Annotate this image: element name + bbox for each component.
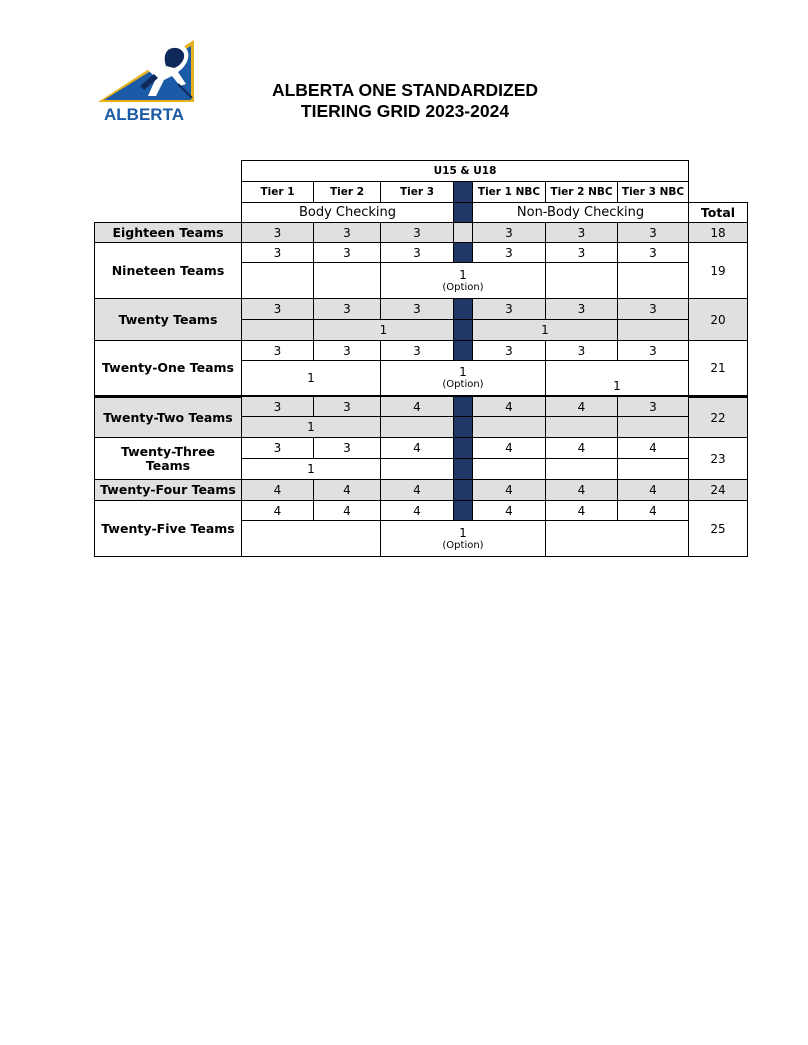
row-total bbox=[688, 298, 748, 341]
tier-value bbox=[617, 340, 689, 361]
tier-value bbox=[617, 437, 689, 459]
tier-value bbox=[241, 437, 314, 459]
tier-value-text: 3 bbox=[343, 441, 351, 455]
tier-value bbox=[380, 242, 454, 263]
empty-cell bbox=[617, 458, 689, 480]
row-label bbox=[94, 242, 242, 299]
row-total-text: 22 bbox=[710, 410, 726, 425]
tier-value bbox=[313, 298, 381, 320]
row-total bbox=[688, 340, 748, 396]
tier-value-text: 4 bbox=[505, 399, 513, 414]
option-cell-text: 1 bbox=[459, 365, 467, 379]
tier-value bbox=[380, 500, 454, 521]
tier-value bbox=[241, 242, 314, 263]
tier-value-text: 4 bbox=[413, 399, 421, 414]
option-cell-text: (Option) bbox=[442, 539, 484, 551]
tier-value bbox=[617, 242, 689, 263]
tier-header bbox=[313, 181, 381, 203]
tier-value bbox=[472, 242, 546, 263]
extra-left-cell bbox=[241, 416, 381, 438]
tier-value-text: 4 bbox=[649, 441, 657, 455]
navy-divider bbox=[453, 298, 473, 320]
empty-cell bbox=[545, 416, 618, 438]
tier-value bbox=[472, 340, 546, 361]
tier-value-text: 3 bbox=[649, 225, 657, 240]
tier-value-text: 3 bbox=[649, 245, 657, 260]
tier-value bbox=[472, 298, 546, 320]
tier-value bbox=[472, 500, 546, 521]
tier-value bbox=[545, 222, 618, 243]
row-total-text: 21 bbox=[710, 361, 726, 375]
tier-value bbox=[313, 222, 381, 243]
navy-divider bbox=[453, 437, 473, 459]
tier-header-text: Tier 2 NBC bbox=[550, 186, 613, 198]
option-cell-text: 1 bbox=[459, 267, 467, 282]
division-header-text: U15 & U18 bbox=[433, 165, 497, 177]
navy-divider bbox=[453, 458, 473, 480]
tier-value bbox=[545, 479, 618, 501]
navy-divider bbox=[453, 396, 473, 417]
tier-value-text: 3 bbox=[343, 343, 351, 358]
tier-value bbox=[313, 242, 381, 263]
extra-left-cell-text: 1 bbox=[307, 371, 315, 385]
navy-divider bbox=[453, 416, 473, 438]
extra-right-cell-text: 1 bbox=[613, 379, 621, 393]
extra-non-checking-cell bbox=[472, 319, 618, 341]
row-label-text: Twenty-Five Teams bbox=[101, 520, 235, 536]
row-label-text: Twenty-Two Teams bbox=[103, 409, 233, 425]
tier-value-text: 3 bbox=[273, 343, 282, 358]
navy-divider bbox=[453, 242, 473, 263]
tier-value bbox=[313, 479, 381, 501]
tier-value-text: 4 bbox=[505, 483, 513, 497]
tier-value-text: 4 bbox=[505, 441, 513, 455]
row-total-text: 19 bbox=[710, 263, 726, 278]
option-cell bbox=[380, 262, 546, 299]
row-total-text: 25 bbox=[710, 521, 726, 536]
tier-value bbox=[380, 396, 454, 417]
tier-value bbox=[241, 479, 314, 501]
row-total bbox=[688, 437, 748, 480]
row-label-text: Eighteen Teams bbox=[112, 224, 224, 240]
tier-value-text: 3 bbox=[649, 302, 657, 316]
tier-value bbox=[545, 298, 618, 320]
tier-value-text: 3 bbox=[505, 302, 513, 316]
title-line-1: ALBERTA ONE STANDARDIZED bbox=[271, 80, 539, 100]
tier-value-text: 3 bbox=[505, 343, 513, 358]
empty-cell bbox=[545, 520, 689, 557]
option-cell-text: (Option) bbox=[442, 281, 484, 293]
extra-non-checking-cell-text: 1 bbox=[541, 323, 549, 337]
tier-value bbox=[241, 340, 314, 361]
tier-value-text: 4 bbox=[649, 503, 657, 518]
tier-value bbox=[380, 298, 454, 320]
tier-value bbox=[241, 298, 314, 320]
tier-value-text: 3 bbox=[413, 225, 421, 240]
option-cell-text: 1 bbox=[459, 525, 467, 540]
empty-cell bbox=[241, 520, 381, 557]
row-total-text: 20 bbox=[710, 312, 726, 327]
extra-left-cell bbox=[241, 458, 381, 480]
row-label bbox=[94, 396, 242, 438]
tier-value bbox=[313, 437, 381, 459]
tier-value-text: 4 bbox=[577, 399, 586, 414]
tier-value bbox=[617, 396, 689, 417]
row-label-text: Nineteen Teams bbox=[111, 262, 225, 278]
empty-cell bbox=[380, 458, 454, 480]
row-label bbox=[94, 479, 242, 501]
total-header bbox=[688, 202, 748, 223]
extra-left-cell-text: 1 bbox=[307, 462, 315, 476]
tier-header bbox=[617, 181, 689, 203]
row-label bbox=[94, 437, 242, 480]
tier-value bbox=[241, 500, 314, 521]
empty-cell bbox=[241, 262, 314, 299]
tier-value bbox=[545, 500, 618, 521]
tier-value-text: 3 bbox=[273, 302, 282, 316]
total-header-text: Total bbox=[700, 204, 736, 220]
tier-value-text: 3 bbox=[577, 225, 586, 240]
tier-value bbox=[617, 222, 689, 243]
tier-value bbox=[472, 222, 546, 243]
extra-right-cell bbox=[545, 360, 689, 396]
navy-divider bbox=[453, 340, 473, 361]
tier-value bbox=[241, 396, 314, 417]
row-label-text: Twenty-One Teams bbox=[102, 360, 234, 375]
row-label bbox=[94, 222, 242, 243]
tier-value bbox=[545, 396, 618, 417]
tier-value-text: 3 bbox=[649, 399, 657, 414]
tier-value-text: 4 bbox=[413, 483, 421, 497]
navy-divider bbox=[453, 319, 473, 341]
extra-checking-cell-text: 1 bbox=[379, 323, 388, 337]
tier-value-text: 3 bbox=[577, 343, 586, 358]
tier-value-text: 4 bbox=[413, 441, 421, 455]
tier-value bbox=[617, 298, 689, 320]
option-cell-text: (Option) bbox=[442, 379, 484, 390]
tier-value-text: 3 bbox=[505, 225, 513, 240]
tier-value bbox=[380, 222, 454, 243]
tier-value bbox=[472, 396, 546, 417]
tier-value-text: 3 bbox=[413, 302, 421, 316]
row-label bbox=[94, 500, 242, 557]
tier-header-text: Tier 2 bbox=[329, 186, 365, 198]
tier-value-text: 4 bbox=[273, 483, 282, 497]
tier-value-text: 4 bbox=[649, 483, 657, 497]
navy-divider bbox=[453, 479, 473, 501]
tier-value-text: 4 bbox=[577, 503, 586, 518]
tier-value-text: 3 bbox=[505, 245, 513, 260]
body-checking-label bbox=[241, 202, 454, 223]
tier-value-text: 3 bbox=[577, 302, 586, 316]
row-total bbox=[688, 479, 748, 501]
tier-value-text: 4 bbox=[343, 483, 351, 497]
tier-value-text: 3 bbox=[343, 225, 351, 240]
navy-divider bbox=[453, 202, 473, 223]
empty-cell bbox=[545, 458, 618, 480]
tier-value-text: 3 bbox=[273, 245, 282, 260]
extra-left-cell-text: 1 bbox=[307, 420, 315, 434]
tier-header bbox=[241, 181, 314, 203]
tier-value-text: 3 bbox=[577, 245, 586, 260]
empty-divider-cell bbox=[453, 222, 473, 243]
tier-value-text: 4 bbox=[413, 503, 421, 518]
empty-cell bbox=[617, 319, 689, 341]
tier-value bbox=[313, 396, 381, 417]
option-cell bbox=[380, 520, 546, 557]
tier-value bbox=[380, 340, 454, 361]
tier-header bbox=[472, 181, 546, 203]
tier-value-text: 3 bbox=[273, 441, 282, 455]
tier-header-text: Tier 1 bbox=[260, 186, 295, 198]
row-total bbox=[688, 396, 748, 438]
tier-header bbox=[380, 181, 454, 203]
tier-value bbox=[617, 500, 689, 521]
tier-header-text: Tier 3 bbox=[399, 186, 435, 198]
title-line-2: TIERING GRID 2023-2024 bbox=[300, 101, 510, 121]
tier-header-text: Tier 3 NBC bbox=[621, 186, 685, 198]
row-label-text: Twenty-Four Teams bbox=[100, 482, 236, 497]
row-total bbox=[688, 242, 748, 299]
tier-value bbox=[380, 437, 454, 459]
row-total bbox=[688, 500, 748, 557]
body-checking-label-text: Body Checking bbox=[298, 204, 397, 220]
non-body-checking-label bbox=[472, 202, 689, 223]
tier-value-text: 3 bbox=[273, 225, 282, 240]
navy-divider bbox=[453, 500, 473, 521]
row-total-text: 23 bbox=[710, 451, 726, 466]
tier-value bbox=[545, 242, 618, 263]
navy-divider bbox=[453, 181, 473, 203]
empty-cell bbox=[545, 262, 618, 299]
logo-wordmark: ALBERTA bbox=[104, 105, 184, 122]
tier-value bbox=[313, 500, 381, 521]
tier-value-text: 3 bbox=[273, 399, 282, 414]
option-cell bbox=[380, 360, 546, 396]
tier-header-text: Tier 1 NBC bbox=[477, 186, 541, 198]
tier-value bbox=[617, 479, 689, 501]
tier-value bbox=[472, 479, 546, 501]
row-label bbox=[94, 340, 242, 396]
tier-value bbox=[472, 437, 546, 459]
tier-value-text: 4 bbox=[577, 483, 586, 497]
tier-header bbox=[545, 181, 618, 203]
row-label-text: Twenty Teams bbox=[118, 311, 218, 327]
tier-value-text: 3 bbox=[413, 343, 421, 358]
tier-value bbox=[380, 479, 454, 501]
tier-value bbox=[241, 222, 314, 243]
tier-value-text: 3 bbox=[343, 302, 351, 316]
tier-value-text: 3 bbox=[413, 245, 421, 260]
tier-value bbox=[545, 437, 618, 459]
empty-cell bbox=[241, 319, 314, 341]
empty-cell bbox=[380, 416, 454, 438]
extra-left-cell bbox=[241, 360, 381, 396]
tier-value-text: 4 bbox=[505, 503, 513, 518]
row-total bbox=[688, 222, 748, 243]
empty-cell bbox=[472, 416, 546, 438]
row-total-text: 24 bbox=[710, 483, 726, 497]
tier-value-text: 3 bbox=[649, 343, 657, 358]
tier-value-text: 4 bbox=[273, 503, 282, 518]
tier-value-text: 4 bbox=[343, 503, 351, 518]
tier-value-text: 3 bbox=[343, 245, 351, 260]
row-total-text: 18 bbox=[710, 225, 726, 240]
empty-cell bbox=[472, 458, 546, 480]
non-body-checking-label-text: Non-Body Checking bbox=[516, 204, 645, 220]
tier-value-text: 3 bbox=[343, 399, 351, 414]
empty-cell bbox=[617, 416, 689, 438]
division-header bbox=[241, 160, 689, 182]
row-label-text: Twenty-Three Teams bbox=[120, 443, 216, 473]
tier-value bbox=[313, 340, 381, 361]
tier-value-text: 4 bbox=[577, 441, 586, 455]
extra-checking-cell bbox=[313, 319, 454, 341]
row-label bbox=[94, 298, 242, 341]
tier-value bbox=[545, 340, 618, 361]
